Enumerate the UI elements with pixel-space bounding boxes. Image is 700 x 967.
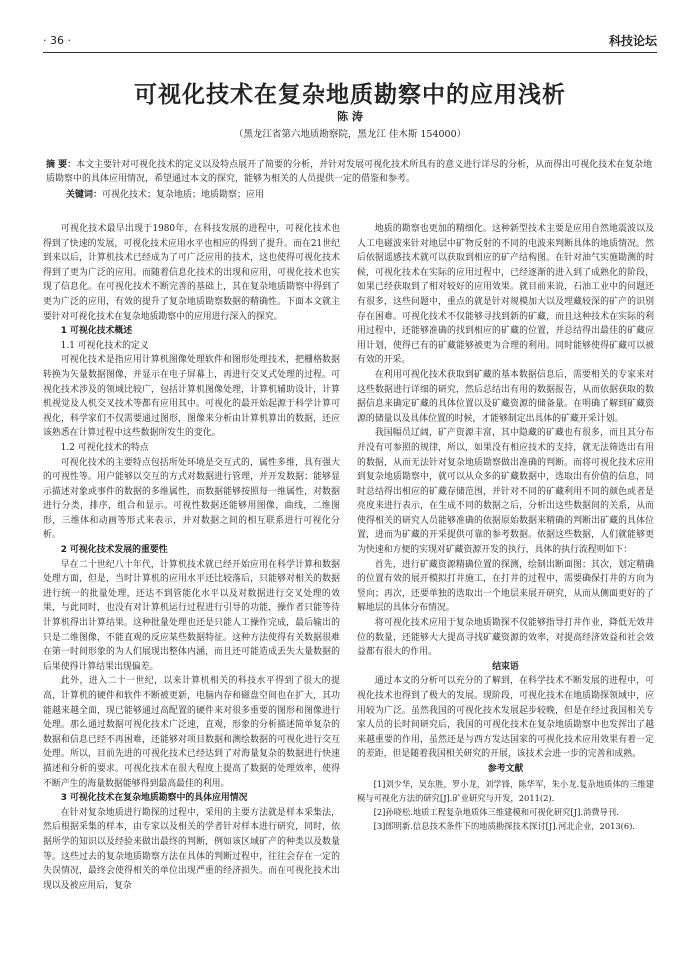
body-paragraph: 地质的勘察也更加的精细化。这种新型技术主要是应用自然地震波以及人工电磁波来针对地层中矿物反射的不同的电波来判断具体的地质情况。然后依据遥感技术就可以获取到相应的矿产结构图。在针对油气实施勘测的时候，可视化技术在实际的应用过程中，已经逐渐的进入到了成熟化的阶段，如果已经获取到了相对较好的应用效果。就目前来说，石油工业中的问题还有很多，这些问题中，重点的就是针对规模加大以及埋藏较深的矿产的识别存在困难。可视化技术不仅能够寻找到新的矿藏，而且这种技术在实际的利用过程中，还能够准确的找到相应的矿藏的位置，并总结得出最佳的矿藏应用计划，使得已有的矿藏能够被更为合理的利用。同时能够使得矿藏可以被有效的开采。 xyxy=(357,224,654,366)
section-heading: 2 可视化技术发展的重要性 xyxy=(60,545,168,556)
body-paragraph: 在利用可视化技术获取到矿藏的基本数据信息后，需要相关的专家来对这些数据进行详细的研究，然后总结出有用的数据报告，从而依据获取的数据信息来确定矿藏的具体位置以及矿藏资源的储备量。在明确了解到矿藏资源的储量以及具体位置的时候，才能够制定出具体的矿藏开采计划。 xyxy=(357,369,654,424)
keywords-text: 可视化技术；复杂地质；地质勘察；应用 xyxy=(102,190,265,200)
body-paragraph: 可视化技术最早出现于1980年，在科技发展的进程中，可视化技术也得到了快速的发展，可视化技术应用水平也相应的得到了提升。而在21世纪到来以后，计算机技术已经成为了可广泛应用的技术，这也使得可视化技术得到了更为广泛的应用。而随着信息化技术的出现和应用，可视化技术也实现了信息化。在可视化技术不断完善的基础上，其在复杂地质勘察中得到了更为广泛的应用，有效的提升了复杂地质勘察数据的精确性。下面本文就主要针对可视化技术在复杂地质勘察中的应用进行深入的探究。 xyxy=(43,224,340,322)
body-paragraph: 可视化技术是指应用计算机图像处理软件和图形处理技术，把栅格数据转换为矢量数据图像，并显示在电子屏幕上，再进行交叉式处理的过程。可视化技术涉及的领域比较广，包括计算机图像处理，计算机辅助设计，计算机视觉及人机交叉技术等都有应用其中。可视化的最开始起源于科学计算可视化，科学家们不仅需要通过图形，图像来分析由计算机算出的数据，还应该熟悉在计算过程中这些数据所发生的变化。 xyxy=(43,355,340,439)
reference-item: [3]郎明新.信息技术条件下的地质勘探技术探讨[J].河北企业，2013(6). xyxy=(373,820,636,831)
keywords-label: 关键词： xyxy=(66,190,103,200)
running-header xyxy=(43,30,657,53)
left-column xyxy=(43,222,340,893)
abstract-label: 摘 要： xyxy=(46,160,77,170)
body-paragraph: 此外，进入二十一世纪，以来计算机相关的科技水平得到了很大的提高，计算机的硬件和软件不断被更新，电脑内存和磁盘空间也在扩大，其功能越来越全面，现已能够通过高配置的硬件来对很多重要的图形和图像进行处理。那么通过数据可视化技术广泛速，直观，形象的分析描述简单复杂的数据和信息已经不再困难，还能够对项目数据和测绘数据的可视化进行交互处理。所以，目前先进的可视化技术已经达到了对海量复杂的数据进行快速描述和分析的要求。可视化技术在很大程度上提高了数据的处理效率，使得不断产生的海量数据能够得到最高最佳的利用。 xyxy=(43,676,340,789)
body-paragraph: 将可视化技术应用于复杂地质勘探不仅能够指导打井作业，降低无效井位的数量，还能够大大提高寻找矿藏资源的效率，对提高经济效益和社会效益都有很大的作用。 xyxy=(357,618,654,658)
keywords xyxy=(66,188,656,202)
right-column xyxy=(357,222,654,833)
section-heading: 结束语 xyxy=(492,661,519,672)
subsection-heading: 1.2 可视化技术的特点 xyxy=(60,442,149,453)
section-heading: 参考文献 xyxy=(487,763,524,774)
body-paragraph: 通过本文的分析可以充分的了解到，在科学技术不断发展的进程中，可视化技术也得到了极大的发展。现阶段，可视化技术在地质勘探领域中，应用较为广泛。虽然我国的可视化技术发展起步较晚，但是在经过我国相关专家人员的长时间研究后，我国的可视化技术在复杂地质勘察中也发挥出了越来越重要的作用，虽然还是与西方发达国家的可视化技术应用效果有着一定的差距，但是随着我国相关研究的开展，该技术会进一步的完善和成熟。 xyxy=(357,676,654,760)
page-number: · 36 · xyxy=(43,34,71,47)
abstract-text: 本文主要针对可视化技术的定义以及特点展开了简要的分析，并针对发展可视化技术所具有的意义进行详尽的分析，从而得出可视化技术在复杂地质勘察中的具体应用情况，希望通过本文的探究，能够为相关的人员提供一定的借鉴和参考。 xyxy=(46,160,653,184)
reference-item: [1]刘少华，吴东胜，罗小龙，刘学锋，陈华军，朱小龙.复杂地质体的三维建模与可视化方法的研究[J].矿业研究与开发，2011(2). xyxy=(357,778,654,803)
subsection-heading: 1.1 可视化技术的定义 xyxy=(60,340,149,351)
section-heading: 3 可视化技术在复杂地质勘察中的具体应用情况 xyxy=(60,793,248,804)
body-paragraph: 我国幅员辽阔，矿产资源丰富，其中隐藏的矿藏也有很多，而且其分布并没有可参照的规律，所以，如果没有相应技术的支持，就无法筛选出有用的数据，从而无法针对复杂地质勘察做出准确的判断。而将可视化技术应用到复杂地质勘察中，就可以从众多的矿藏数据中，选取出有价值的信息，同时总结得出相应的矿藏存储范围，并针对不同的矿藏利用不同的颜色或者是亮度来进行表示，在生成不同的数据之后，分析出这些数据间的关系，从而使得相关的研究人员能够准确的依据原始数据来精确的判断出矿藏的具体位置，进而为矿藏的开采提供可靠的参考数据。依据这些数据，人们就能够更为快速和方便的实现对矿藏资源开发的执行，具体的执行流程则如下： xyxy=(357,428,654,556)
author-affiliation: （黑龙江省第六地质勘察院，黑龙江 佳木斯 154000） xyxy=(233,129,467,140)
author-name: 陈 涛 xyxy=(337,110,363,123)
section-heading: 1 可视化技术概述 xyxy=(60,326,133,337)
body-paragraph: 可视化技术的主要特点包括所处环境是交互式的，属性多维，具有强大的可视性等。用户能够以交互的方式对数据进行管理，并开发数据；能够显示描述对象或事件的数据的多维属性，而数据能够按照每一维属性，对数据进行分类，排序，组合和显示。可视性数据还能够用图像，曲线，二维图形，三维体和动画等形式来表示，并对数据之间的相互联系进行可视化分析。 xyxy=(43,457,340,541)
journal-name: 科技论坛 xyxy=(608,34,657,48)
body-paragraph: 早在二十世纪八十年代，计算机技术就已经开始应用在科学计算和数据处理方面，但是，当时计算机的应用水平还比较落后，只能够对相关的数据进行统一的批量处理，还达不到管能化水平以及对数据进行交叉处理的效果，与此同时，也没有对计算机运行过程进行引导的功能，操作者只能等待计算机得出计算结果。这种批量处理也还是只能人工操作完成，最后输出的只是二维图像，不能直观的反应某些数据特征。这种方法使得有关数据很难在第一时间形象的为人们展现出整体内涵，而且还可能造成丢失大量数据的后果使得计算结果出现偏差。 xyxy=(43,559,340,672)
body-paragraph: 首先，进行矿藏资源精确位置的探测，绘制出断面图；其次，划定精确的位置有效的展开模拟打井施工，在打井的过程中，需要确保打井的方向为竖向；再次，还要单独的选取出一个地层来展开研究，从而从侧面更好的了解地层的具体分布情况。 xyxy=(357,559,654,614)
body-paragraph: 在针对复杂地质进行勘探的过程中，采用的主要方法就是样本采集法，然后根据采集的样本，由专家以及相关的学者针对样本进行研究，同时，依据所学的知识以及经验来做出最终的判断，例如该区域矿产的种类以及数量等。这些过去的复杂地质勘察方法在具体的判断过程中，往往会存在一定的失误情况，最终会使得相关的单位出现严重的经济损失。而在可视化技术出现以及被应用后，复杂 xyxy=(43,807,340,891)
reference-item: [2]孙晓松.地质工程复杂地质体三维建模和可视化研究[J].消费导刊. xyxy=(373,806,619,817)
abstract xyxy=(46,158,656,186)
paper-title: 可视化技术在复杂地质勘察中的应用浅析 xyxy=(134,82,566,108)
